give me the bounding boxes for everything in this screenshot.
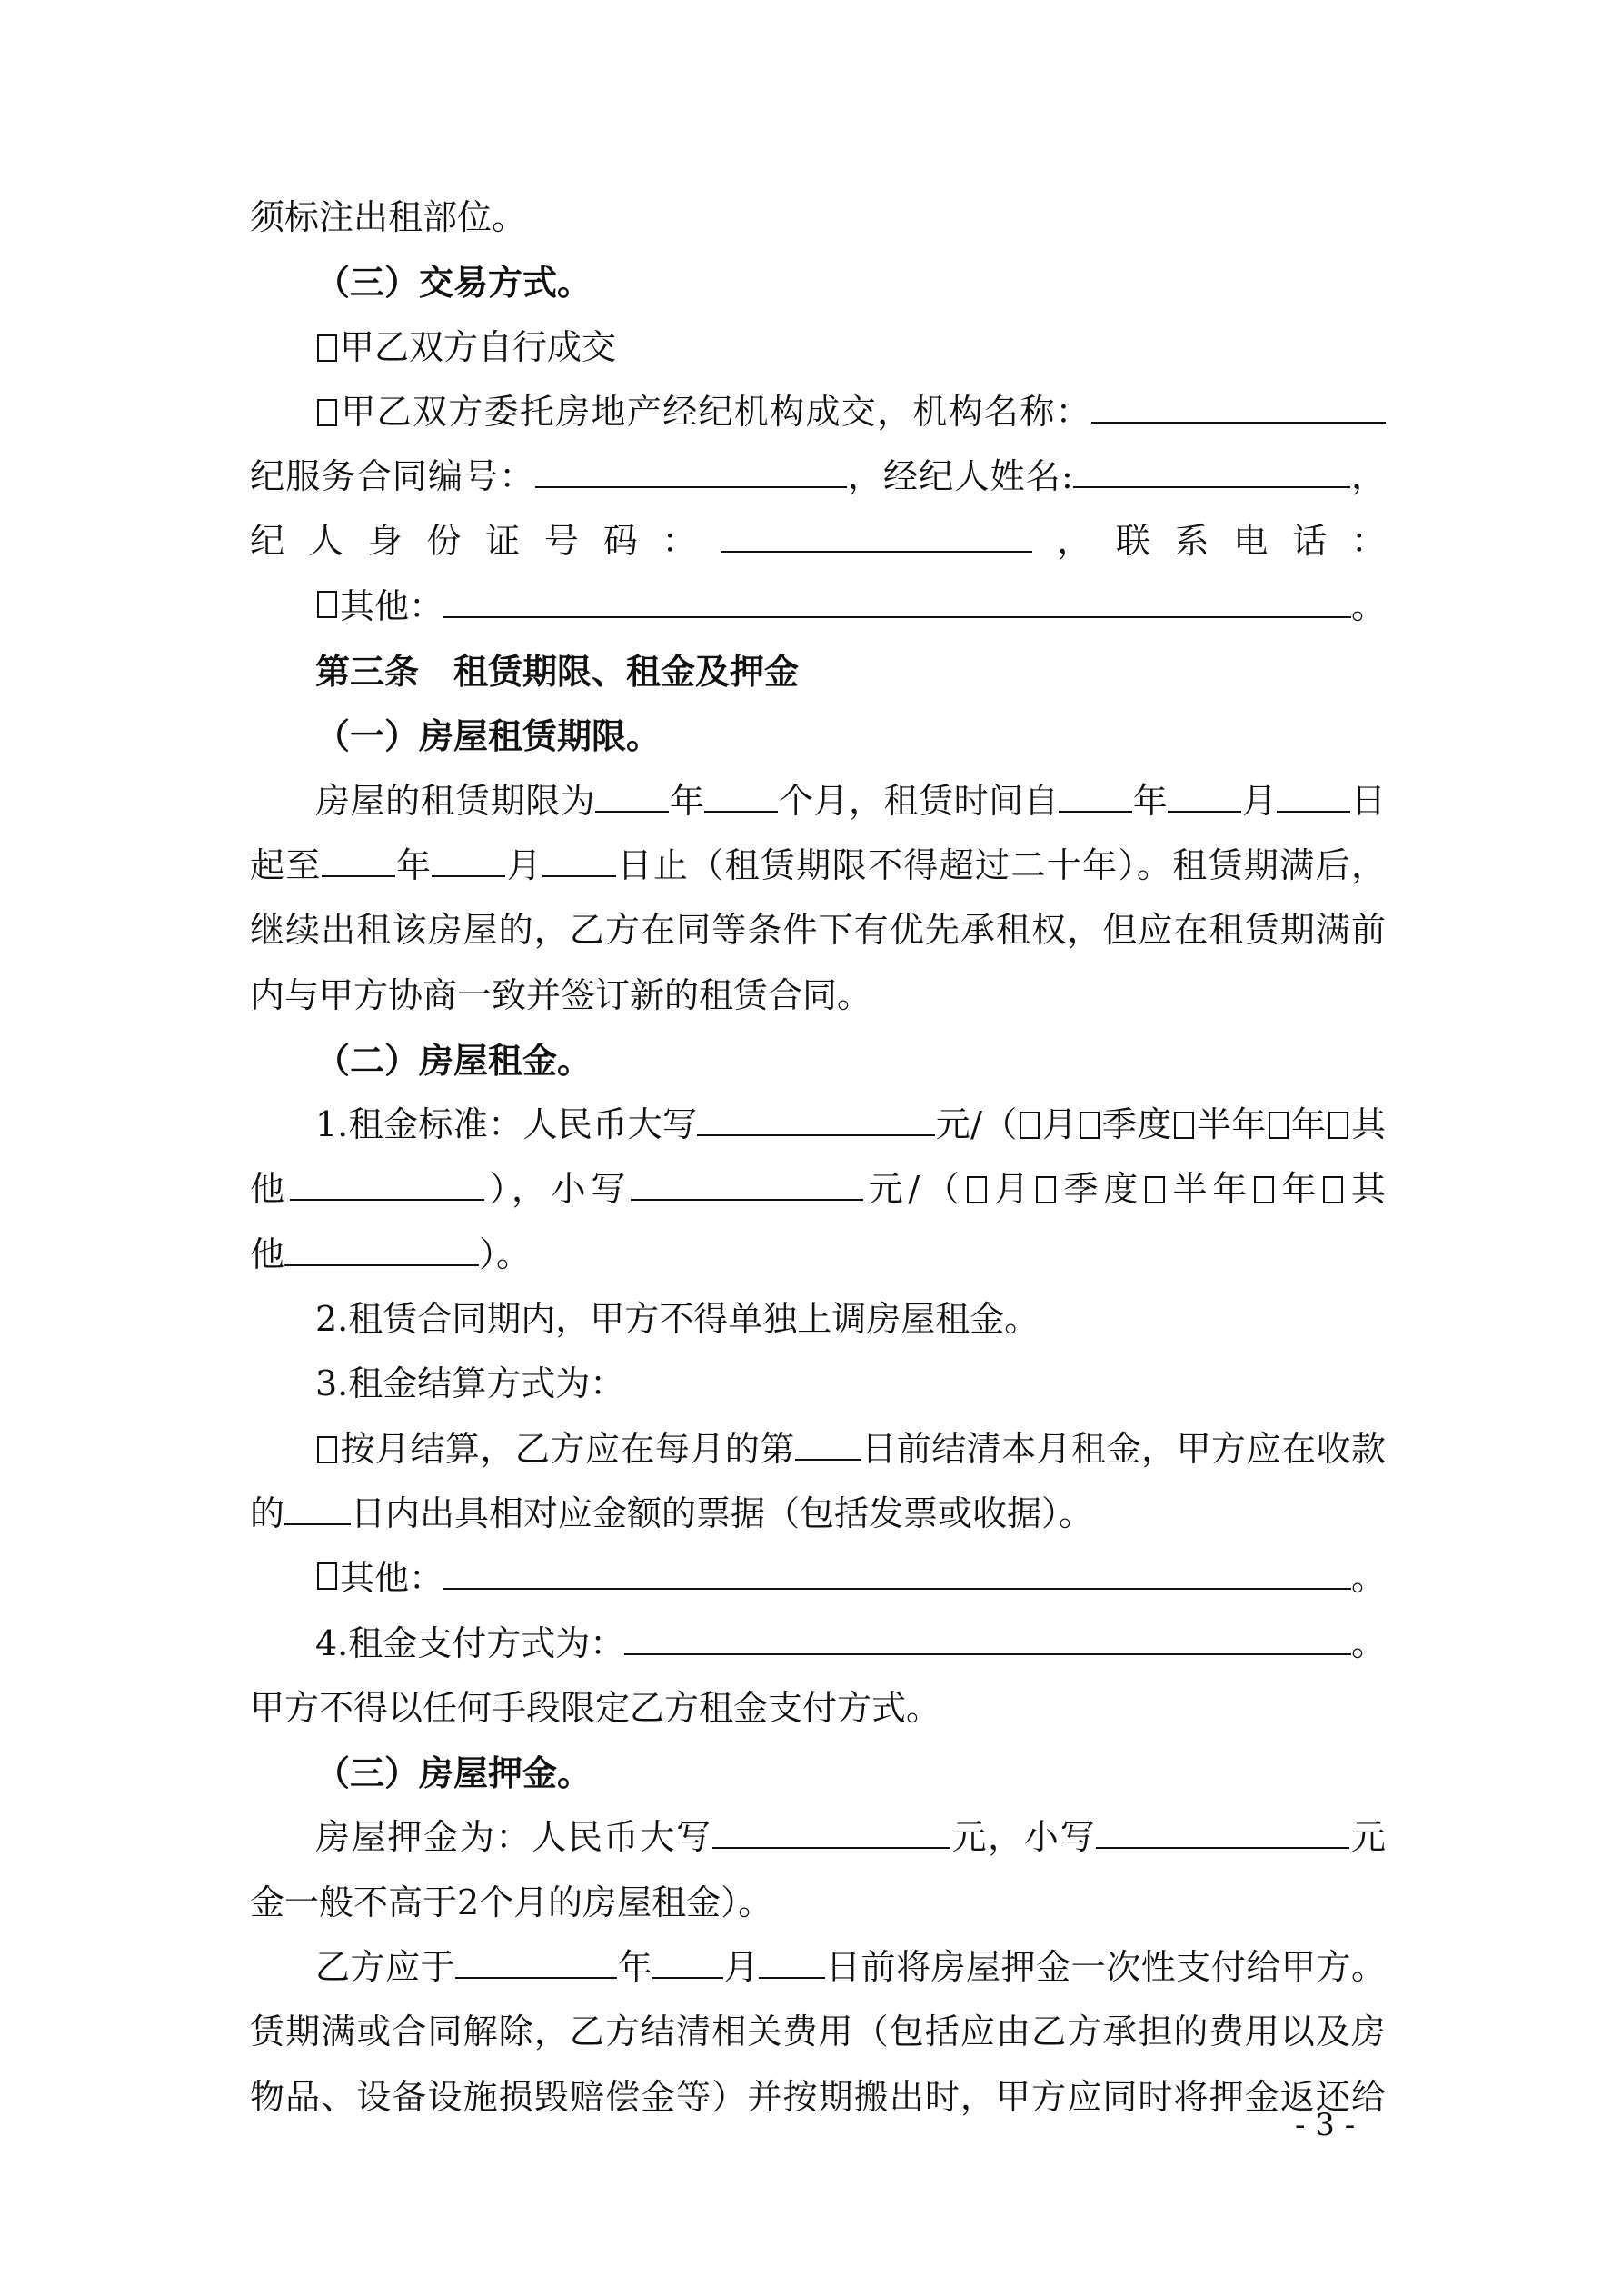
paragraph-line [250,1871,1386,1935]
blank-field-pay-day[interactable] [795,1432,861,1461]
checkbox-p2-year[interactable] [1254,1176,1274,1203]
paragraph-line [250,1935,1386,2000]
text: ，经纪人姓名: [846,456,1073,497]
paragraph-line [250,1352,1386,1416]
checkbox-monthly[interactable] [317,1436,337,1463]
text: 。 [1350,585,1386,626]
text: 甲乙双方自行成交 [340,326,617,367]
blank-field-contract-no[interactable] [535,459,847,488]
text: 元/（ [863,1169,965,1210]
blank-field-end-day[interactable] [542,848,616,877]
contract-page-body [250,185,1386,2130]
text: 其 [1346,1169,1386,1210]
checkbox-p2-half[interactable] [1145,1176,1165,1203]
text: 纪人身份证号码： [250,521,721,562]
blank-field-p2-other-text[interactable] [284,1237,479,1266]
checkbox-self-deal[interactable] [317,334,337,362]
paragraph-line [250,1676,1386,1741]
blank-field-rent-upper[interactable] [697,1107,935,1136]
text: 须标注出租部位。 [250,197,527,237]
checkbox-p2-month[interactable] [967,1176,987,1203]
text: 金一般不高于2个月的房屋租金）。 [250,1882,773,1922]
paragraph-line [250,963,1386,1028]
text: 日内出具相对应金额的票据（包括发票或收据）。 [351,1492,1094,1533]
section-heading [250,704,1386,768]
section-heading [250,639,1386,704]
blank-field-agent-id[interactable] [721,524,1032,553]
paragraph-line [250,898,1386,963]
paragraph-line [250,1417,1386,1482]
text: ），小写 [483,1169,632,1210]
text: 起至 [250,844,322,885]
text: 乙方应于 [315,1947,456,1988]
blank-field-rent-lower[interactable] [631,1172,863,1201]
checkbox-p1-month[interactable] [1020,1112,1040,1139]
text: 元 [1349,1817,1386,1858]
text: ）。 [479,1233,532,1274]
text: 日止（租赁期限不得超过二十年）。租赁期满后， [616,844,1386,885]
blank-field-deposit-upper[interactable] [712,1820,950,1849]
text: 他 [250,1233,285,1274]
checkbox-deal-other[interactable] [317,591,337,618]
paragraph-line [250,315,1386,380]
paragraph-line [250,444,1386,509]
text: 甲乙双方委托房地产经纪机构成交，机构名称： [340,391,1091,432]
text: 年 [617,1947,653,1988]
paragraph-line [250,1612,1386,1676]
text: 继续出租该房屋的，乙方在同等条件下有优先承租权，但应在租赁期满前 [250,910,1386,951]
text: 日前将房屋押金一次性支付给甲方。 [825,1947,1386,1988]
blank-field-term-years[interactable] [595,784,669,813]
checkbox-p2-other[interactable] [1323,1176,1343,1203]
blank-field-end-year[interactable] [322,848,395,877]
paragraph-line [250,1546,1386,1611]
text: 个月，租赁时间自 [778,780,1060,821]
text: 月 [989,1169,1034,1210]
text: 元，小写 [950,1817,1097,1858]
text: 。 [1350,1558,1386,1599]
text: 月 [1041,1104,1078,1145]
paragraph-line [250,185,1386,250]
text: 2.租赁合同期内，甲方不得单独上调房屋租金。 [315,1299,1040,1340]
blank-field-agency-name[interactable] [1091,394,1386,424]
paragraph-line [250,1093,1386,1157]
text: （二）房屋租金。 [315,1039,592,1081]
text: 房屋押金为：人民币大写 [315,1817,712,1858]
paragraph-line [250,380,1386,444]
blank-field-receipt-days[interactable] [284,1496,351,1525]
blank-field-dep-month[interactable] [652,1950,723,1979]
text: 的 [250,1492,285,1533]
text: 年 [394,844,433,885]
paragraph-line [250,834,1386,898]
text: （三）房屋押金。 [315,1752,592,1794]
page-number: - 3 - [1295,2107,1356,2143]
text: 季度 [1101,1104,1172,1145]
text: 1.租金标准：人民币大写 [315,1104,698,1145]
blank-field-deposit-lower[interactable] [1096,1820,1349,1849]
text: （三）交易方式。 [315,262,592,304]
blank-field-settle-other-text[interactable] [443,1561,1351,1590]
text: 其 [1350,1104,1386,1145]
text: 甲方不得以任何手段限定乙方租金支付方式。 [250,1687,941,1728]
text: 半年 [1196,1104,1267,1145]
checkbox-agency-deal[interactable] [317,399,337,426]
paragraph-line [250,1287,1386,1352]
text: 物品、设备设施损毁赔偿金等）并按期搬出时，甲方应同时将押金返还给 [250,2076,1386,2117]
text: 房屋的租赁期限为 [315,780,596,821]
section-heading [250,1028,1386,1093]
text: 季度 [1058,1169,1143,1210]
paragraph-line [250,1223,1386,1287]
checkbox-p1-half[interactable] [1174,1112,1194,1139]
text: 。 [1350,1622,1386,1663]
text: 按月结算，乙方应在每月的第 [340,1428,795,1469]
text: 年 [669,780,705,821]
text: 第三条 租赁期限、租金及押金 [315,651,800,693]
paragraph-line [250,2000,1386,2064]
text: 元/（ [935,1104,1018,1145]
text: 其他： [340,585,444,626]
paragraph-line [250,1157,1386,1222]
checkbox-p1-quarter[interactable] [1080,1112,1100,1139]
blank-field-start-month[interactable] [1168,784,1241,813]
paragraph-line [250,2065,1386,2130]
text: 3.租金结算方式为： [315,1363,625,1404]
blank-field-start-day[interactable] [1277,784,1350,813]
blank-field-payment-method[interactable] [624,1626,1351,1655]
text: 其他： [340,1558,444,1599]
blank-field-dep-day[interactable] [759,1950,825,1979]
text: 内与甲方协商一致并签订新的租赁合同。 [250,974,872,1015]
text: 年 [1132,780,1169,821]
text: ，联系电话： [1032,521,1386,562]
blank-field-p1-other-text[interactable] [290,1172,484,1201]
text: 日 [1350,780,1386,821]
checkbox-p1-other[interactable] [1328,1112,1348,1139]
text: 年 [1290,1104,1327,1145]
text: ， [1349,456,1386,497]
blank-field-deal-other-text[interactable] [443,589,1351,618]
text: 月 [723,1947,760,1988]
blank-field-term-months[interactable] [704,784,778,813]
text: 半年 [1167,1169,1252,1210]
checkbox-settle-other[interactable] [317,1562,337,1590]
section-heading [250,1741,1386,1805]
paragraph-line [250,509,1386,574]
text: 月 [505,844,543,885]
text: 赁期满或合同解除，乙方结清相关费用（包括应由乙方承担的费用以及房 [250,2011,1386,2052]
text: 年 [1276,1169,1322,1210]
text: 月 [1241,780,1278,821]
paragraph-line [250,574,1386,639]
text: 4.租金支付方式为： [315,1622,625,1663]
paragraph-line [250,769,1386,834]
text: 纪服务合同编号： [250,456,535,497]
text: 日前结清本月租金，甲方应在收款 [861,1428,1386,1469]
text: 他 [250,1169,290,1210]
blank-field-agent-name[interactable] [1073,459,1350,488]
blank-field-end-month[interactable] [432,848,505,877]
blank-field-dep-year[interactable] [455,1950,617,1979]
blank-field-start-year[interactable] [1059,784,1132,813]
paragraph-line [250,1482,1386,1546]
checkbox-p1-year[interactable] [1269,1112,1289,1139]
text: （一）房屋租赁期限。 [315,715,662,757]
section-heading [250,250,1386,314]
paragraph-line [250,1805,1386,1870]
checkbox-p2-quarter[interactable] [1036,1176,1056,1203]
